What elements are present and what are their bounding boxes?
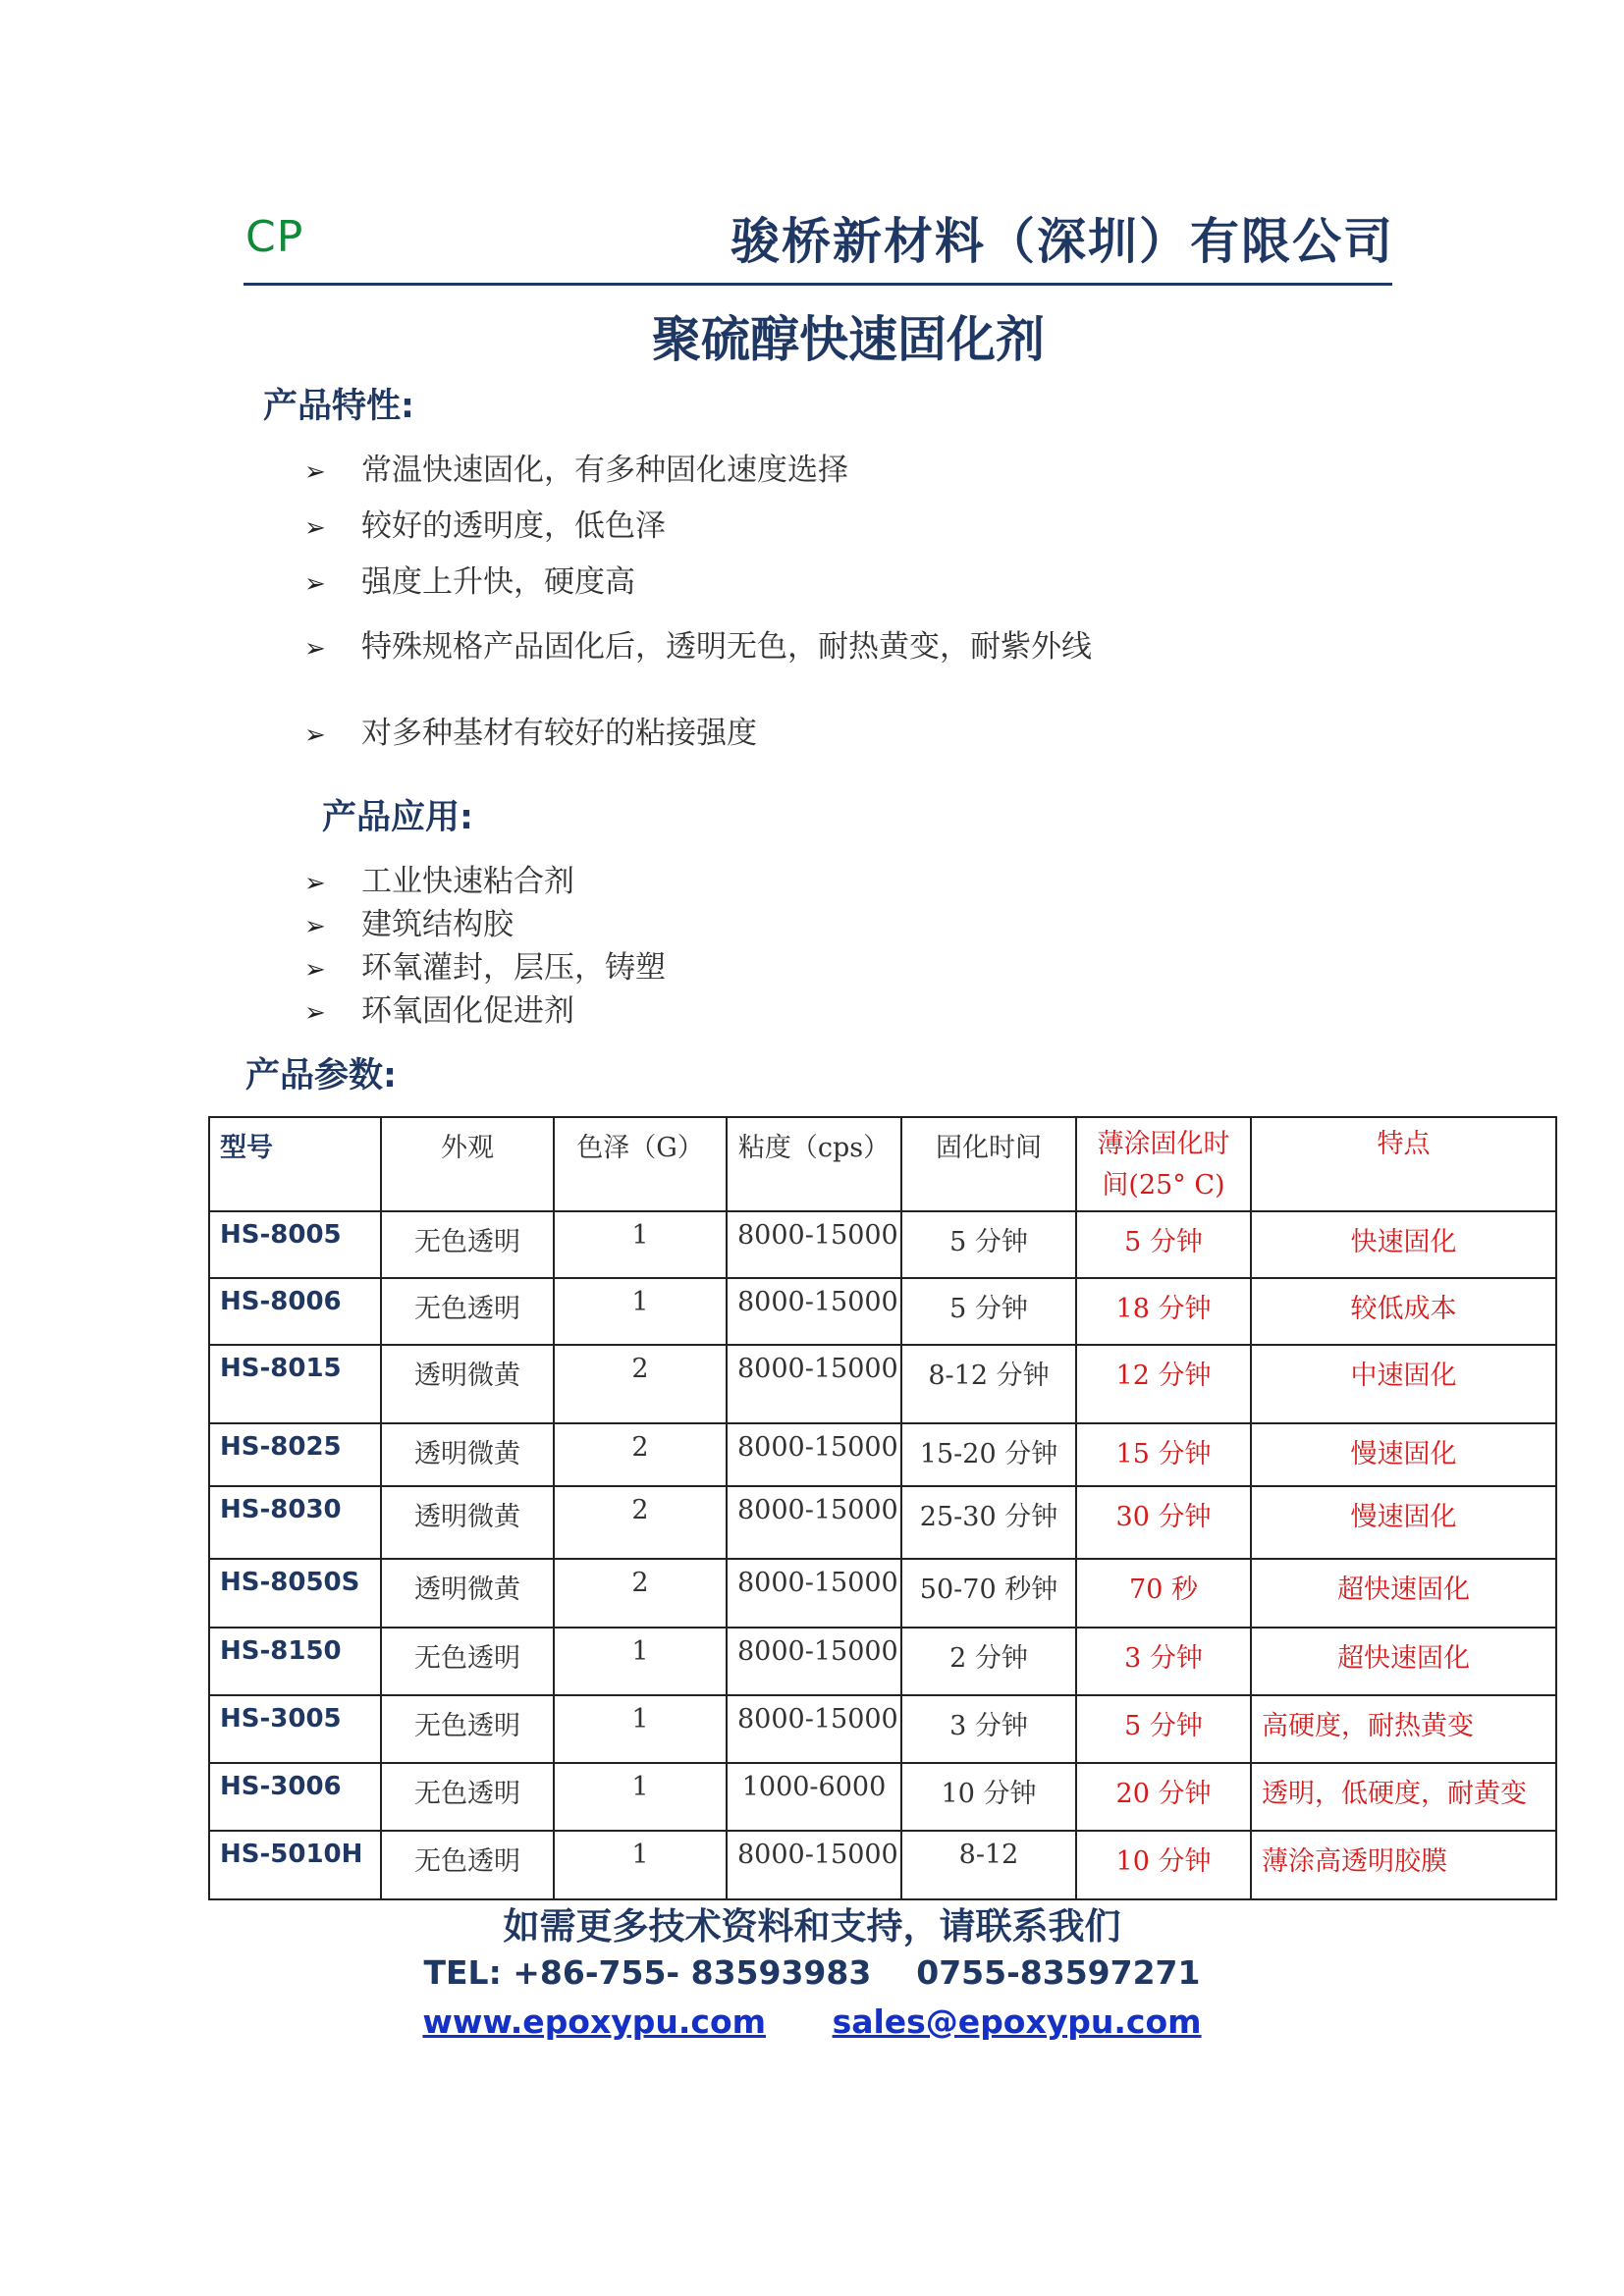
arrow-bullet-icon: ➢ bbox=[304, 721, 326, 750]
arrow-bullet-icon: ➢ bbox=[304, 869, 326, 898]
column-header: 型号 bbox=[209, 1117, 381, 1211]
arrow-bullet-icon: ➢ bbox=[304, 955, 326, 985]
color-cell: 2 bbox=[554, 1423, 727, 1486]
table-row bbox=[209, 1278, 1556, 1345]
arrow-bullet-icon: ➢ bbox=[304, 998, 326, 1028]
application-item bbox=[304, 856, 574, 900]
table-row bbox=[209, 1763, 1556, 1831]
column-header: 色泽（G） bbox=[554, 1117, 727, 1211]
model-cell: HS-8025 bbox=[209, 1423, 381, 1486]
feature-text: 强度上升快，硬度高 bbox=[361, 564, 635, 600]
feature-item bbox=[304, 445, 848, 489]
email-link[interactable]: sales@epoxypu.com bbox=[832, 2002, 1202, 2041]
viscosity-cell: 8000-15000 bbox=[727, 1831, 901, 1899]
table-header-row bbox=[209, 1117, 1556, 1211]
cure-time-cell: 10 分钟 bbox=[901, 1763, 1076, 1831]
color-cell: 2 bbox=[554, 1486, 727, 1559]
appearance-cell: 无色透明 bbox=[381, 1695, 554, 1763]
color-cell: 1 bbox=[554, 1628, 727, 1695]
viscosity-cell: 8000-15000 bbox=[727, 1345, 901, 1423]
cure-time-cell: 8-12 分钟 bbox=[901, 1345, 1076, 1423]
cure-time-cell: 3 分钟 bbox=[901, 1695, 1076, 1763]
application-item bbox=[304, 942, 666, 987]
applications-heading: 产品应用: bbox=[322, 798, 473, 837]
column-header: 薄涂固化时间(25° C) bbox=[1076, 1117, 1251, 1211]
color-cell: 1 bbox=[554, 1695, 727, 1763]
website-link[interactable]: www.epoxypu.com bbox=[422, 2002, 767, 2041]
column-header: 固化时间 bbox=[901, 1117, 1076, 1211]
table-row bbox=[209, 1559, 1556, 1628]
arrow-bullet-icon: ➢ bbox=[304, 457, 326, 487]
arrow-bullet-icon: ➢ bbox=[304, 569, 326, 599]
feature-cell: 较低成本 bbox=[1251, 1278, 1556, 1345]
appearance-cell: 无色透明 bbox=[381, 1278, 554, 1345]
thin-cure-cell: 5 分钟 bbox=[1076, 1695, 1251, 1763]
feature-cell: 薄涂高透明胶膜 bbox=[1251, 1831, 1556, 1899]
model-cell: HS-8050S bbox=[209, 1559, 381, 1628]
feature-cell: 高硬度，耐热黄变 bbox=[1251, 1695, 1556, 1763]
thin-cure-cell: 3 分钟 bbox=[1076, 1628, 1251, 1695]
thin-cure-cell: 15 分钟 bbox=[1076, 1423, 1251, 1486]
color-cell: 1 bbox=[554, 1278, 727, 1345]
application-item bbox=[304, 899, 514, 943]
document-title: 聚硫醇快速固化剂 bbox=[652, 311, 1045, 368]
model-cell: HS-8015 bbox=[209, 1345, 381, 1423]
cure-time-cell: 2 分钟 bbox=[901, 1628, 1076, 1695]
thin-cure-cell: 30 分钟 bbox=[1076, 1486, 1251, 1559]
viscosity-cell: 8000-15000 bbox=[727, 1628, 901, 1695]
contact-prompt: 如需更多技术资料和支持，请联系我们 bbox=[503, 1905, 1121, 1948]
feature-item bbox=[304, 621, 1092, 666]
model-cell: HS-8150 bbox=[209, 1628, 381, 1695]
arrow-bullet-icon: ➢ bbox=[304, 513, 326, 543]
feature-cell: 快速固化 bbox=[1251, 1211, 1556, 1278]
table-row bbox=[209, 1486, 1556, 1559]
table-row bbox=[209, 1831, 1556, 1899]
company-name: 骏桥新材料（深圳）有限公司 bbox=[731, 213, 1394, 270]
logo-text: CP bbox=[245, 212, 304, 262]
feature-text: 特殊规格产品固化后，透明无色，耐热黄变，耐紫外线 bbox=[361, 629, 1092, 665]
cure-time-cell: 15-20 分钟 bbox=[901, 1423, 1076, 1486]
feature-cell: 超快速固化 bbox=[1251, 1559, 1556, 1628]
cure-time-cell: 25-30 分钟 bbox=[901, 1486, 1076, 1559]
appearance-cell: 无色透明 bbox=[381, 1763, 554, 1831]
params-heading: 产品参数: bbox=[245, 1056, 397, 1095]
application-item bbox=[304, 986, 574, 1030]
viscosity-cell: 8000-15000 bbox=[727, 1211, 901, 1278]
thin-cure-cell: 70 秒 bbox=[1076, 1559, 1251, 1628]
header-divider bbox=[244, 283, 1392, 286]
feature-text: 较好的透明度，低色泽 bbox=[361, 508, 666, 544]
application-text: 环氧固化促进剂 bbox=[361, 993, 574, 1029]
table-row bbox=[209, 1345, 1556, 1423]
features-heading: 产品特性: bbox=[263, 387, 414, 426]
column-header: 特点 bbox=[1251, 1117, 1556, 1211]
application-text: 环氧灌封，层压，铸塑 bbox=[361, 950, 666, 986]
appearance-cell: 透明微黄 bbox=[381, 1345, 554, 1423]
viscosity-cell: 1000-6000 bbox=[727, 1763, 901, 1831]
feature-cell: 透明，低硬度，耐黄变 bbox=[1251, 1763, 1556, 1831]
feature-cell: 慢速固化 bbox=[1251, 1486, 1556, 1559]
cure-time-cell: 5 分钟 bbox=[901, 1211, 1076, 1278]
thin-cure-cell: 18 分钟 bbox=[1076, 1278, 1251, 1345]
table-row bbox=[209, 1628, 1556, 1695]
color-cell: 1 bbox=[554, 1763, 727, 1831]
table-row bbox=[209, 1211, 1556, 1278]
thin-cure-cell: 5 分钟 bbox=[1076, 1211, 1251, 1278]
telephone-line: TEL: +86-755- 83593983 0755-83597271 bbox=[423, 1953, 1201, 1992]
model-cell: HS-3005 bbox=[209, 1695, 381, 1763]
cure-time-cell: 50-70 秒钟 bbox=[901, 1559, 1076, 1628]
appearance-cell: 透明微黄 bbox=[381, 1423, 554, 1486]
column-header: 粘度（cps） bbox=[727, 1117, 901, 1211]
color-cell: 2 bbox=[554, 1345, 727, 1423]
thin-cure-cell: 12 分钟 bbox=[1076, 1345, 1251, 1423]
cure-time-cell: 5 分钟 bbox=[901, 1278, 1076, 1345]
appearance-cell: 无色透明 bbox=[381, 1628, 554, 1695]
feature-cell: 中速固化 bbox=[1251, 1345, 1556, 1423]
thin-cure-cell: 20 分钟 bbox=[1076, 1763, 1251, 1831]
model-cell: HS-8006 bbox=[209, 1278, 381, 1345]
feature-text: 常温快速固化，有多种固化速度选择 bbox=[361, 453, 848, 488]
feature-cell: 慢速固化 bbox=[1251, 1423, 1556, 1486]
color-cell: 1 bbox=[554, 1831, 727, 1899]
thin-cure-cell: 10 分钟 bbox=[1076, 1831, 1251, 1899]
viscosity-cell: 8000-15000 bbox=[727, 1278, 901, 1345]
color-cell: 2 bbox=[554, 1559, 727, 1628]
feature-item bbox=[304, 501, 666, 545]
table-row bbox=[209, 1423, 1556, 1486]
web-contact-line bbox=[0, 2002, 1624, 2041]
viscosity-cell: 8000-15000 bbox=[727, 1695, 901, 1763]
model-cell: HS-8030 bbox=[209, 1486, 381, 1559]
viscosity-cell: 8000-15000 bbox=[727, 1486, 901, 1559]
feature-item bbox=[304, 708, 757, 752]
arrow-bullet-icon: ➢ bbox=[304, 912, 326, 941]
appearance-cell: 无色透明 bbox=[381, 1211, 554, 1278]
model-cell: HS-3006 bbox=[209, 1763, 381, 1831]
table-row bbox=[209, 1695, 1556, 1763]
params-table bbox=[208, 1116, 1557, 1900]
appearance-cell: 透明微黄 bbox=[381, 1559, 554, 1628]
model-cell: HS-8005 bbox=[209, 1211, 381, 1278]
color-cell: 1 bbox=[554, 1211, 727, 1278]
feature-text: 对多种基材有较好的粘接强度 bbox=[361, 716, 757, 751]
application-text: 工业快速粘合剂 bbox=[361, 864, 574, 899]
model-cell: HS-5010H bbox=[209, 1831, 381, 1899]
application-text: 建筑结构胶 bbox=[361, 907, 514, 942]
viscosity-cell: 8000-15000 bbox=[727, 1559, 901, 1628]
viscosity-cell: 8000-15000 bbox=[727, 1423, 901, 1486]
cure-time-cell: 8-12 bbox=[901, 1831, 1076, 1899]
arrow-bullet-icon: ➢ bbox=[304, 634, 326, 664]
feature-cell: 超快速固化 bbox=[1251, 1628, 1556, 1695]
column-header: 外观 bbox=[381, 1117, 554, 1211]
appearance-cell: 透明微黄 bbox=[381, 1486, 554, 1559]
feature-item bbox=[304, 557, 635, 601]
appearance-cell: 无色透明 bbox=[381, 1831, 554, 1899]
